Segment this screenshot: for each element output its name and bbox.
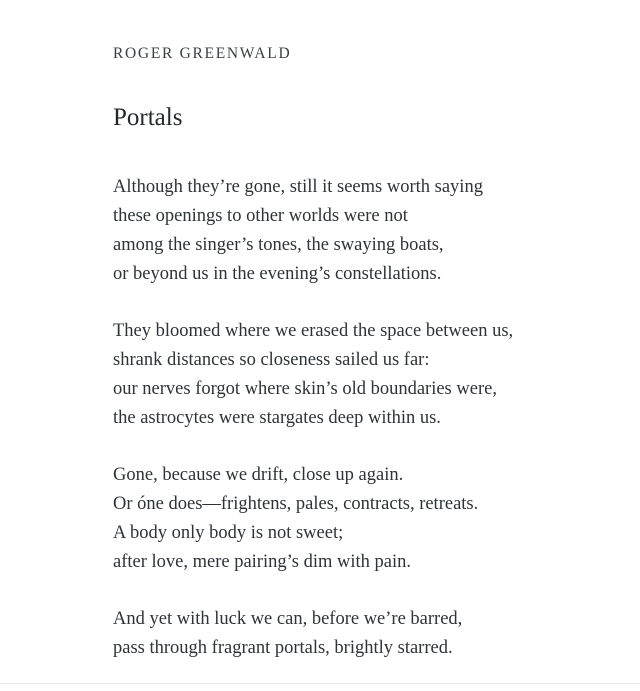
poem-line: They bloomed where we erased the space between us,	[113, 321, 514, 341]
poem-line: Gone, because we drift, close up again.	[113, 465, 404, 485]
author-name: ROGER GREENWALD	[113, 45, 292, 62]
poem-title: Portals	[113, 104, 183, 131]
stanza-1	[113, 173, 620, 289]
stanza-4	[113, 605, 620, 663]
poem-line: our nerves forgot where skin’s old boundaries were,	[113, 379, 497, 399]
poem-line: or beyond us in the evening’s constellations.	[113, 264, 442, 284]
stanza-2	[113, 317, 620, 433]
poem-line: the astrocytes were stargates deep within us.	[113, 408, 441, 428]
poem-line: shrank distances so closeness sailed us far:	[113, 350, 430, 370]
poem-line: these openings to other worlds were not	[113, 206, 408, 226]
poem-line: Or óne does—frightens, pales, contracts, retreats.	[113, 494, 479, 514]
stanza-3	[113, 461, 620, 577]
poem-body	[113, 173, 620, 663]
poem-line: And yet with luck we can, before we’re barred,	[113, 609, 463, 629]
poem-line: among the singer’s tones, the swaying boats,	[113, 235, 444, 255]
poem-line: pass through fragrant portals, brightly starred.	[113, 638, 453, 658]
poem-line: Although they’re gone, still it seems worth saying	[113, 177, 483, 197]
poem-line: A body only body is not sweet;	[113, 523, 344, 543]
poem-line: after love, mere pairing’s dim with pain.	[113, 552, 411, 572]
bottom-divider	[0, 683, 640, 684]
poem-page	[113, 0, 620, 691]
